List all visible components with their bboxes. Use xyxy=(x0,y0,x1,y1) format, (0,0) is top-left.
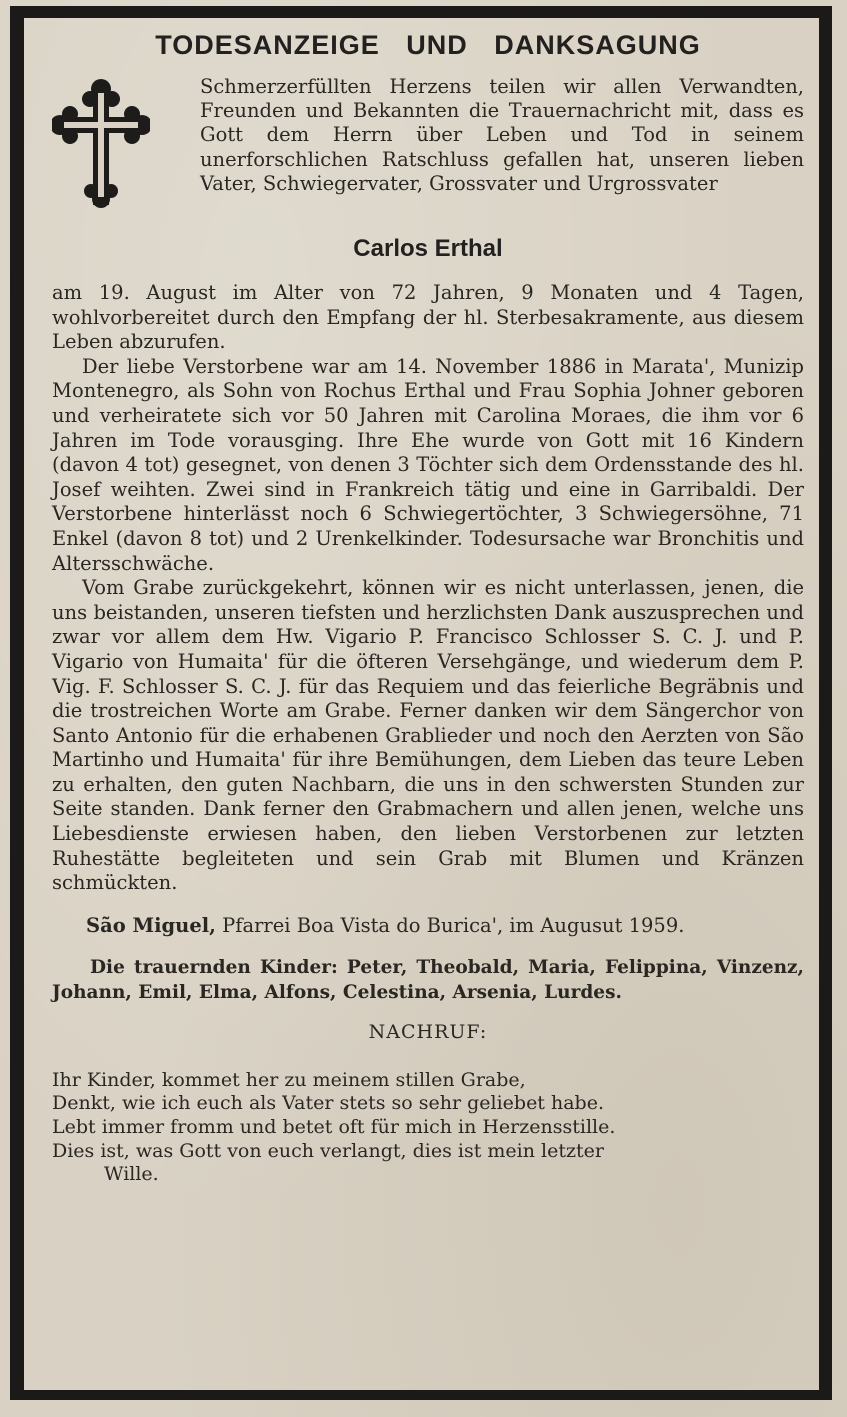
place-and-date xyxy=(52,914,804,938)
death-notice xyxy=(52,30,804,1187)
notice-title: TODESANZEIGE UND DANKSAGUNG xyxy=(155,30,701,60)
nachruf-poem xyxy=(52,1069,804,1187)
place-name: São Miguel, xyxy=(86,913,216,937)
mourning-children: Die trauernden Kinder: Peter, Theobald, Maria, Felippina, Vinzenz, Johann, Emil, Elma, Alfons, Celestina, Arsenia, Lurdes. xyxy=(52,956,804,1003)
poem-line: Lebt immer fromm und betet oft für mich in Herzensstille. xyxy=(52,1116,616,1139)
parish-and-date: Pfarrei Boa Vista do Burica', im Augusut 1959. xyxy=(215,913,685,937)
paragraph-thanks: Vom Grabe zurückgekehrt, können wir es nicht unterlassen, jenen, die uns beistanden, unseren tiefsten und herzlichsten Dank auszusprechen und zwar vor allem dem Hw. Vigario P. Francisco Schlosser S. C. J. und P. Vigario von Humaita' für die öfteren Versehgänge, und wiederum dem P. Vig. F. Schlosser S. C. J. für das Requiem und das feierliche Begräbnis und die trostreichen Worte am Grabe. Ferner danken wir dem Sängerchor von Santo Antonio für die erhabenen Grablieder und noch den Aerzten von São Martinho und Humaita' für ihre Bemühungen, dem Lieben das teure Leben zu erhalten, den guten Nachbarn, die uns in den schwersten Stunden zur Seite standen. Dank ferner den Grabmachern und allen jenen, welche uns Liebesdienste erwiesen haben, den lieben Verstorbenen zur letzten Ruhestätte begleiteten und sein Grab mit Blumen und Kränzen schmückten. xyxy=(52,576,804,895)
poem-line: Ihr Kinder, kommet her zu meinem stillen Grabe, xyxy=(52,1068,526,1091)
intro-section xyxy=(52,75,804,233)
paragraph-death-details: am 19. August im Alter von 72 Jahren, 9 Monaten und 4 Tagen, wohlvorbereitet durch den Empfang der hl. Sterbesakramente, aus diesem Leben abzurufen. xyxy=(52,281,804,354)
deceased-name: Carlos Erthal xyxy=(353,235,503,262)
paragraph-biography: Der liebe Verstorbene war am 14. November 1886 in Marata', Munizip Montenegro, als Sohn von Rochus Erthal und Frau Sophia Johner geboren und verheiratete sich vor 50 Jahren mit Carolina Moraes, die ihm vor 6 Jahren im Tode vorausging. Ihre Ehe wurde von Gott mit 16 Kindern (davon 4 tot) gesegnet, von denen 3 Töchter sich dem Ordensstande des hl. Josef weihten. Zwei sind in Frankreich tätig und eine in Garribaldi. Der Verstorbene hinterlässt noch 6 Schwiegertöchter, 3 Schwiegersöhne, 71 Enkel (davon 8 tot) und 2 Urenkelkinder. Todesursache war Bronchitis und Altersschwäche. xyxy=(52,354,804,575)
poem-line: Dies ist, was Gott von euch verlangt, dies ist mein letzter xyxy=(52,1139,604,1162)
cross-icon xyxy=(52,79,150,209)
nachruf-heading: NACHRUF: xyxy=(368,1020,488,1043)
notice-body xyxy=(52,281,804,896)
intro-text: Schmerzerfüllten Herzens teilen wir allen Verwandten, Freunden und Bekannten die Trauernachricht mit, dass es Gott dem Herrn über Leben und Tod in seinem unerforschlichen Ratschluss gefallen hat, unseren lieben Vater, Schwiegervater, Grossvater und Urgrossvater xyxy=(200,75,804,195)
poem-line: Wille. xyxy=(104,1163,159,1186)
poem-line: Denkt, wie ich euch als Vater stets so sehr geliebet habe. xyxy=(52,1092,604,1115)
